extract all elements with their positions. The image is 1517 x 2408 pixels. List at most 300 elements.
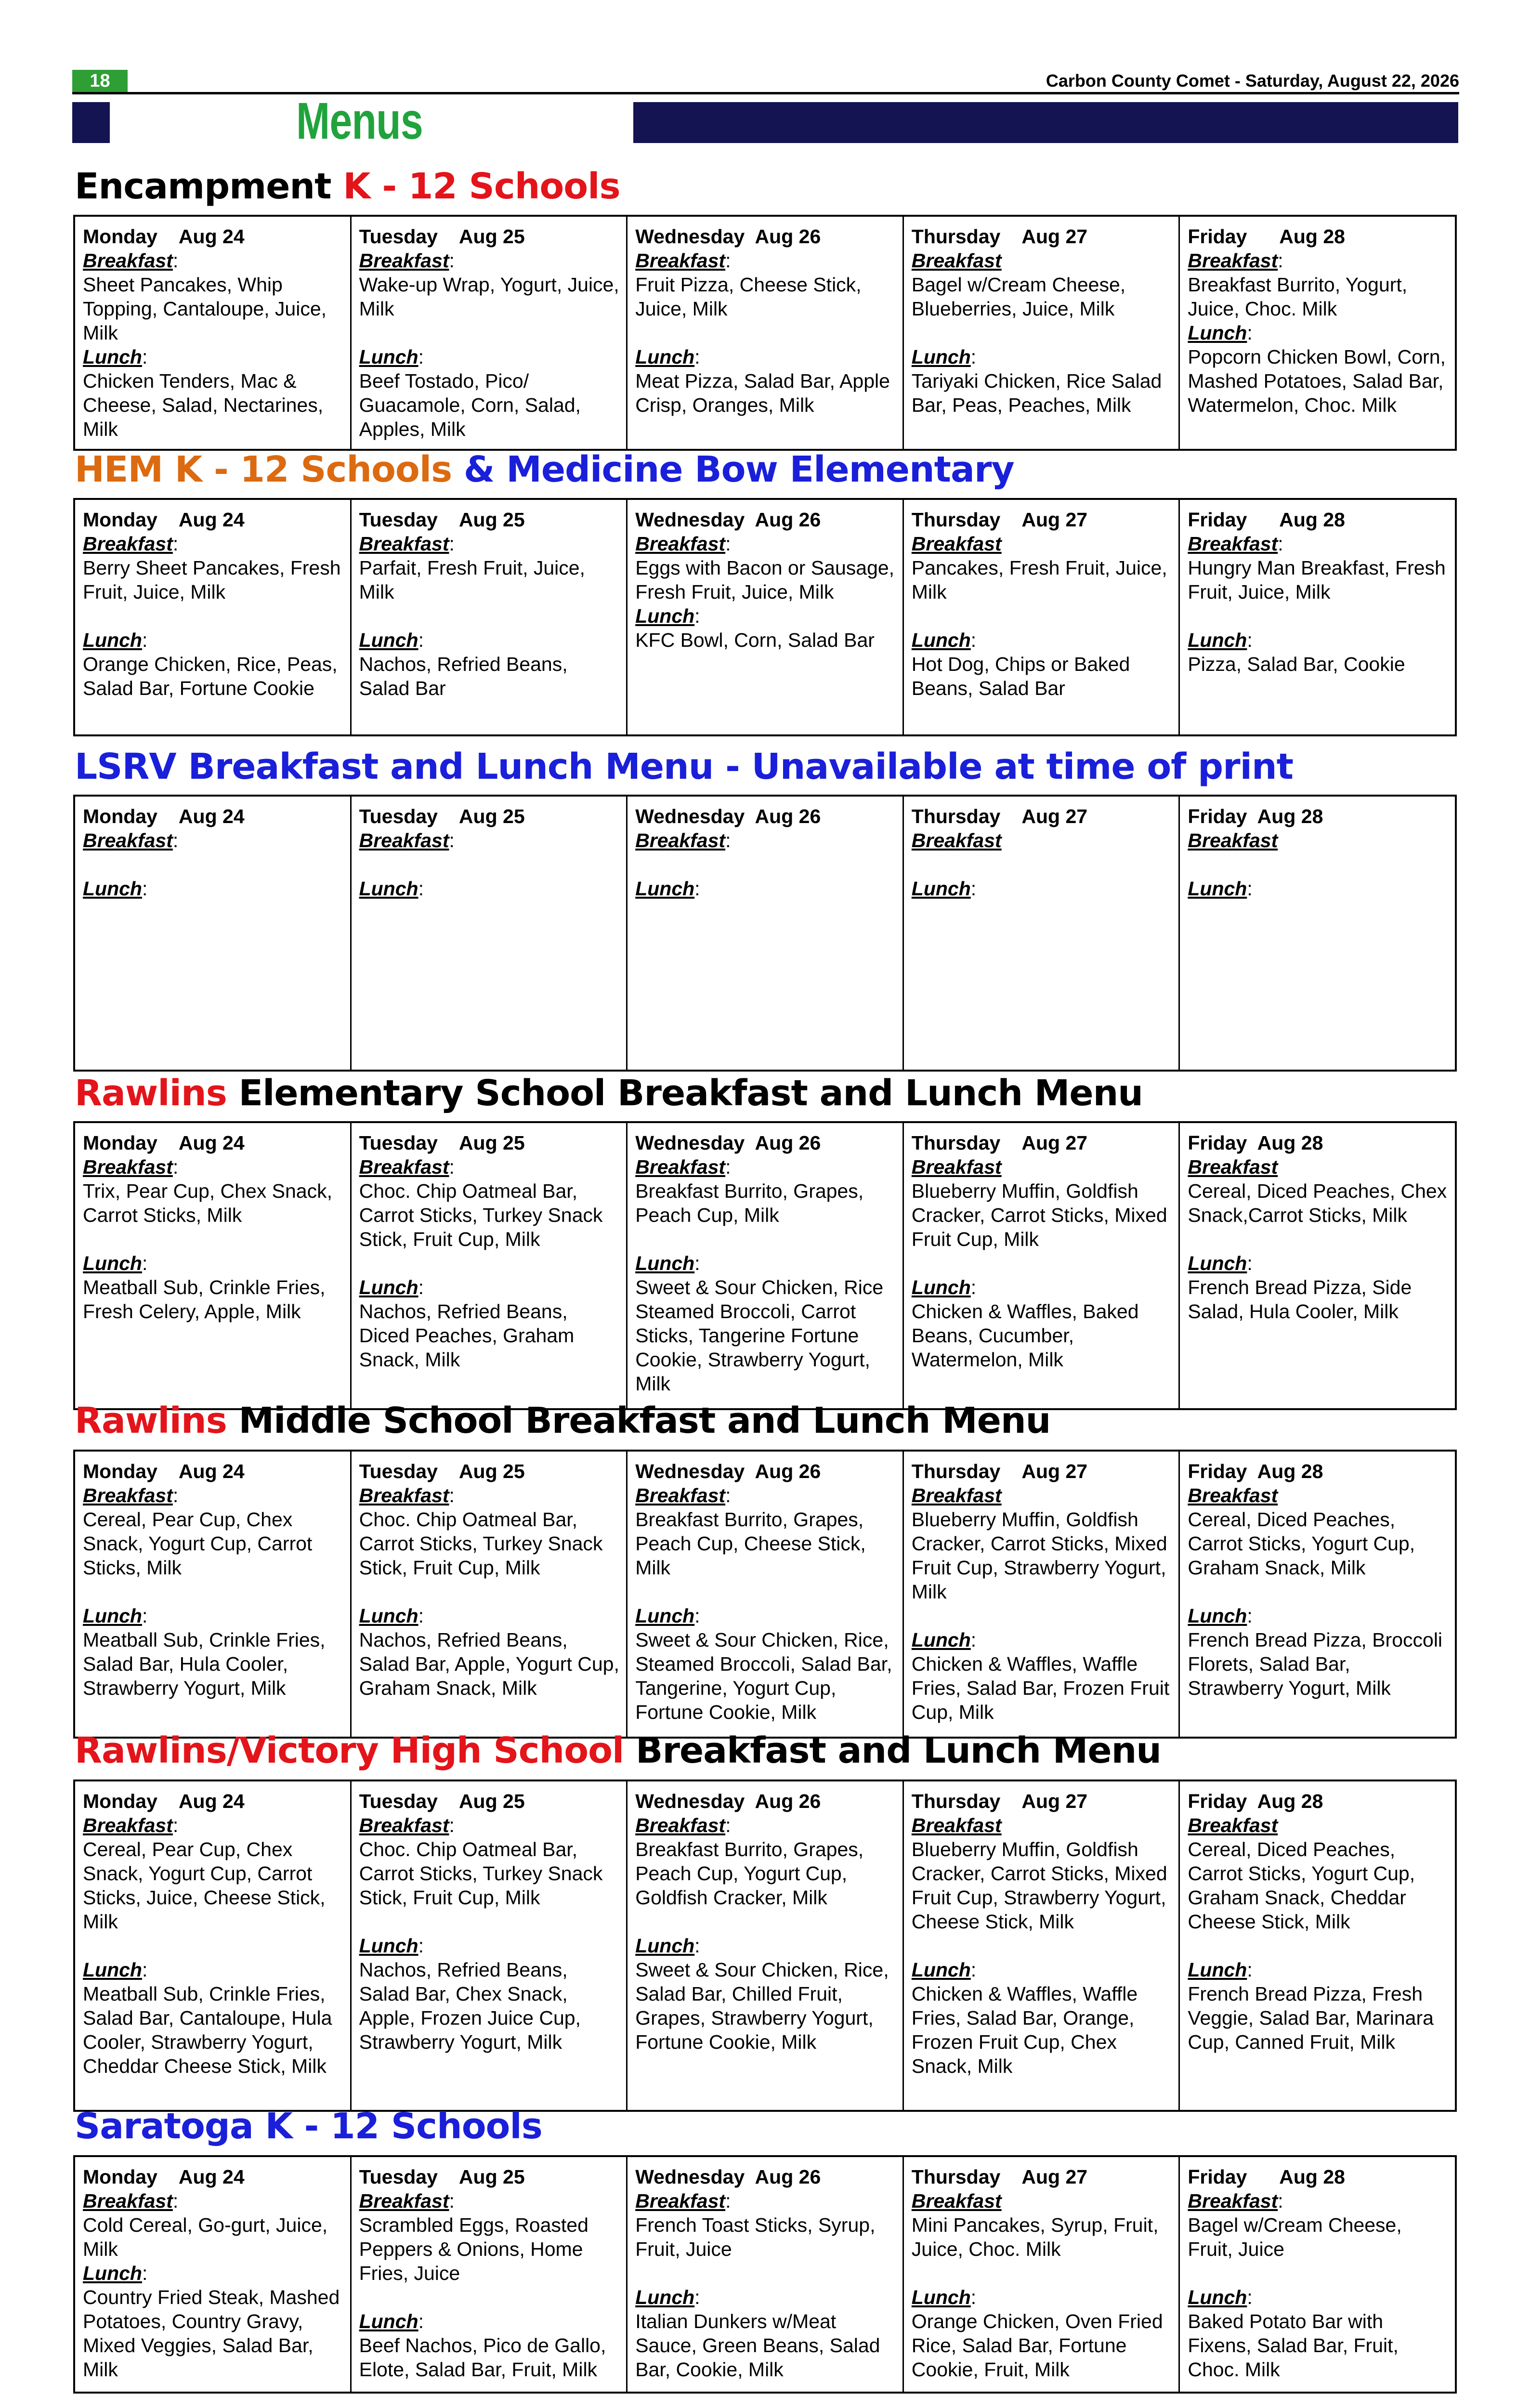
breakfast-label: Breakfast: [83, 1484, 173, 1506]
lunch-colon: :: [142, 1252, 148, 1274]
lunch-colon: :: [1247, 629, 1253, 651]
day-heading: Monday Aug 24: [83, 805, 245, 827]
lunch-label: Lunch: [635, 605, 695, 627]
lunch-items: Baked Potato Bar with Fixens, Salad Bar, Fruit, Choc. Milk: [1188, 2310, 1399, 2381]
day-column: [628, 1452, 904, 1737]
lunch-items: Hot Dog, Chips or Baked Beans, Salad Bar: [911, 653, 1130, 699]
day-heading: Monday Aug 24: [83, 1132, 245, 1154]
breakfast-items: Cereal, Diced Peaches, Carrot Sticks, Yogurt Cup, Graham Snack, Cheddar Cheese Stick, Milk: [1188, 1838, 1415, 1933]
lunch-label: Lunch: [635, 877, 695, 900]
lunch-label-line: [83, 2261, 343, 2285]
day-column: [352, 1452, 628, 1737]
day-heading: Friday Aug 28: [1188, 1460, 1323, 1482]
breakfast-label-line: [912, 249, 1172, 273]
lunch-items: Nachos, Refried Beans, Diced Peaches, Graham Snack, Milk: [359, 1300, 575, 1371]
lunch-label-line: [83, 877, 343, 901]
lunch-colon: :: [142, 877, 148, 900]
spacer: [635, 1910, 896, 1934]
breakfast-colon: :: [725, 249, 731, 272]
breakfast-colon: :: [1278, 249, 1283, 272]
breakfast-label: Breakfast: [359, 1484, 449, 1506]
lunch-items: KFC Bowl, Corn, Salad Bar: [635, 629, 875, 651]
lunch-items: Meatball Sub, Crinkle Fries, Fresh Celery, Apple, Milk: [83, 1276, 326, 1322]
section-title-part: K - 12 Schools: [343, 166, 620, 207]
menu-grid: [73, 1121, 1457, 1410]
breakfast-label: Breakfast: [359, 1156, 449, 1178]
day-heading: Friday Aug 28: [1188, 1790, 1323, 1812]
spacer: [912, 321, 1172, 345]
lunch-items: Sweet & Sour Chicken, Rice Steamed Broccoli, Carrot Sticks, Tangerine Fortune Cookie, Strawberry Yogurt, Milk: [635, 1276, 884, 1395]
breakfast-label-line: [359, 1813, 620, 1837]
spacer: [359, 1910, 620, 1934]
breakfast-label: Breakfast: [1188, 2190, 1278, 2212]
day-heading: Monday Aug 24: [83, 225, 245, 248]
lunch-label: Lunch: [359, 629, 418, 651]
spacer: [359, 604, 620, 628]
lunch-items: French Bread Pizza, Side Salad, Hula Cooler, Milk: [1188, 1276, 1412, 1322]
day-column: [1180, 2157, 1455, 2392]
breakfast-label-line: [635, 1483, 896, 1507]
spacer: [83, 852, 343, 877]
breakfast-items: Blueberry Muffin, Goldfish Cracker, Carrot Sticks, Mixed Fruit Cup, Strawberry Yogurt, Milk: [911, 1508, 1167, 1603]
breakfast-items: Fruit Pizza, Cheese Stick, Juice, Milk: [635, 274, 862, 320]
lunch-colon: :: [142, 1605, 148, 1627]
day-heading: Friday Aug 28: [1188, 225, 1345, 248]
breakfast-items: Cereal, Diced Peaches, Chex Snack,Carrot Sticks, Milk: [1188, 1180, 1447, 1226]
day-column: [904, 1452, 1180, 1737]
day-heading: Tuesday Aug 25: [359, 509, 525, 531]
day-heading: Tuesday Aug 25: [359, 225, 525, 248]
lunch-label: Lunch: [635, 1605, 695, 1627]
breakfast-label-line: [1188, 1813, 1448, 1837]
day-heading: Monday Aug 24: [83, 1790, 245, 1812]
breakfast-label-line: [1188, 2189, 1448, 2213]
publication-line: Carbon County Comet - Saturday, August 22, 2026: [1046, 71, 1459, 91]
breakfast-colon: :: [449, 249, 455, 272]
lunch-colon: :: [970, 2286, 977, 2308]
day-heading: Thursday Aug 27: [911, 225, 1088, 248]
breakfast-colon: :: [172, 1484, 179, 1506]
breakfast-items: Parfait, Fresh Fruit, Juice, Milk: [359, 557, 585, 603]
breakfast-items: Bagel w/Cream Cheese, Fruit, Juice: [1188, 2214, 1402, 2260]
lunch-label: Lunch: [359, 1276, 418, 1298]
lunch-label-line: [912, 2285, 1172, 2309]
lunch-label-line: [635, 877, 896, 901]
breakfast-label: Breakfast: [1188, 1156, 1278, 1178]
day-heading: Wednesday Aug 26: [635, 1790, 821, 1812]
breakfast-items: Pancakes, Fresh Fruit, Juice, Milk: [911, 557, 1167, 603]
breakfast-colon: :: [172, 1814, 179, 1836]
menu-grid: [73, 795, 1457, 1072]
breakfast-items: French Toast Sticks, Syrup, Fruit, Juice: [635, 2214, 876, 2260]
spacer: [912, 2261, 1172, 2285]
breakfast-label-line: [912, 1813, 1172, 1837]
lunch-colon: :: [418, 346, 424, 368]
breakfast-colon: :: [1278, 2190, 1283, 2212]
lunch-label: Lunch: [83, 1252, 142, 1274]
lunch-label-line: [912, 1958, 1172, 1982]
breakfast-label: Breakfast: [911, 2190, 1002, 2212]
breakfast-label-line: [912, 532, 1172, 556]
day-column: [75, 2157, 352, 2392]
lunch-items: Tariyaki Chicken, Rice Salad Bar, Peas, Peaches, Milk: [911, 370, 1162, 416]
spacer: [912, 1251, 1172, 1275]
menu-grid: [73, 1780, 1457, 2112]
lunch-colon: :: [694, 605, 700, 627]
breakfast-label-line: [83, 1813, 343, 1837]
section-title: [75, 1399, 1050, 1442]
lunch-colon: :: [694, 346, 700, 368]
lunch-items: Sweet & Sour Chicken, Rice, Salad Bar, Chilled Fruit, Grapes, Strawberry Yogurt, Fortune Cookie, Milk: [635, 1959, 889, 2053]
lunch-items: Orange Chicken, Oven Fried Rice, Salad Bar, Fortune Cookie, Fruit, Milk: [911, 2310, 1163, 2381]
lunch-label: Lunch: [1188, 877, 1247, 900]
day-column: [352, 2157, 628, 2392]
day-heading: Thursday Aug 27: [911, 509, 1088, 531]
day-column: [628, 500, 904, 734]
lunch-label-line: [635, 604, 896, 628]
breakfast-colon: :: [449, 2190, 455, 2212]
page-header: [72, 70, 1459, 92]
spacer: [83, 1934, 343, 1958]
breakfast-label-line: [359, 828, 620, 852]
breakfast-label: Breakfast: [1188, 829, 1278, 851]
breakfast-label-line: [359, 532, 620, 556]
section-title: [75, 1729, 1161, 1772]
lunch-label: Lunch: [1188, 1959, 1247, 1981]
day-heading: Wednesday Aug 26: [635, 225, 821, 248]
breakfast-label-line: [635, 1155, 896, 1179]
menu-grid: [73, 1450, 1457, 1739]
day-column: [352, 1781, 628, 2110]
breakfast-label: Breakfast: [83, 829, 173, 851]
breakfast-items: Blueberry Muffin, Goldfish Cracker, Carrot Sticks, Mixed Fruit Cup, Strawberry Yogurt, Cheese Stick, Milk: [911, 1838, 1167, 1933]
section-title-part: Breakfast and Lunch Menu: [636, 1730, 1161, 1771]
lunch-items: Chicken & Waffles, Waffle Fries, Salad Bar, Frozen Fruit Cup, Milk: [911, 1653, 1170, 1723]
lunch-colon: :: [418, 877, 424, 900]
breakfast-label-line: [83, 249, 343, 273]
lunch-label: Lunch: [83, 1959, 142, 1981]
breakfast-label-line: [912, 1483, 1172, 1507]
lunch-label-line: [359, 1604, 620, 1628]
section-title-part: Saratoga K - 12 Schools: [75, 2106, 542, 2147]
spacer: [1188, 604, 1448, 628]
day-heading: Wednesday Aug 26: [635, 805, 821, 827]
breakfast-colon: :: [725, 2190, 731, 2212]
lunch-items: French Bread Pizza, Broccoli Florets, Salad Bar, Strawberry Yogurt, Milk: [1188, 1629, 1443, 1699]
day-heading: Tuesday Aug 25: [359, 1460, 525, 1482]
lunch-colon: :: [694, 2286, 700, 2308]
lunch-label: Lunch: [359, 2310, 418, 2332]
lunch-colon: :: [142, 346, 148, 368]
lunch-colon: :: [694, 877, 700, 900]
lunch-label-line: [1188, 877, 1448, 901]
day-heading: Monday Aug 24: [83, 509, 245, 531]
day-heading: Friday Aug 28: [1188, 509, 1345, 531]
breakfast-label-line: [83, 532, 343, 556]
spacer: [1188, 1934, 1448, 1958]
breakfast-label: Breakfast: [1188, 249, 1278, 272]
day-column: [628, 2157, 904, 2392]
breakfast-label: Breakfast: [1188, 533, 1278, 555]
breakfast-items: Mini Pancakes, Syrup, Fruit, Juice, Choc. Milk: [911, 2214, 1159, 2260]
breakfast-label-line: [912, 2189, 1172, 2213]
day-heading: Friday Aug 28: [1188, 1132, 1323, 1154]
day-column: [904, 217, 1180, 449]
lunch-items: Beef Tostado, Pico/ Guacamole, Corn, Salad, Apples, Milk: [359, 370, 581, 440]
lunch-label-line: [635, 345, 896, 369]
breakfast-label: Breakfast: [635, 1814, 726, 1836]
breakfast-label-line: [83, 1483, 343, 1507]
breakfast-label: Breakfast: [911, 533, 1002, 555]
breakfast-items: Breakfast Burrito, Grapes, Peach Cup, Yogurt Cup, Goldfish Cracker, Milk: [635, 1838, 864, 1909]
day-column: [75, 500, 352, 734]
lunch-label: Lunch: [83, 346, 142, 368]
lunch-label-line: [912, 345, 1172, 369]
lunch-items: Chicken & Waffles, Baked Beans, Cucumber, Watermelon, Milk: [911, 1300, 1139, 1371]
spacer: [912, 852, 1172, 877]
day-column: [75, 1123, 352, 1408]
day-heading: Tuesday Aug 25: [359, 1132, 525, 1154]
lunch-colon: :: [142, 629, 148, 651]
day-column: [1180, 1452, 1455, 1737]
breakfast-label-line: [1188, 1483, 1448, 1507]
page-title: Menus: [296, 92, 423, 150]
spacer: [359, 852, 620, 877]
breakfast-label: Breakfast: [635, 829, 726, 851]
day-column: [352, 797, 628, 1070]
breakfast-items: Choc. Chip Oatmeal Bar, Carrot Sticks, Turkey Snack Stick, Fruit Cup, Milk: [359, 1508, 603, 1579]
day-heading: Wednesday Aug 26: [635, 1460, 821, 1482]
day-heading: Thursday Aug 27: [911, 1460, 1088, 1482]
lunch-colon: :: [1247, 1605, 1253, 1627]
lunch-label: Lunch: [635, 2286, 695, 2308]
lunch-colon: :: [418, 1276, 424, 1298]
day-heading: Tuesday Aug 25: [359, 2166, 525, 2188]
section-title-part: Rawlins/Victory High School: [75, 1730, 636, 1771]
breakfast-label-line: [1188, 249, 1448, 273]
section-title-part: Middle School Breakfast and Lunch Menu: [238, 1400, 1051, 1441]
breakfast-colon: :: [1278, 533, 1283, 555]
lunch-label: Lunch: [359, 1935, 418, 1957]
section-title-part: Rawlins: [75, 1073, 239, 1114]
lunch-label: Lunch: [83, 2262, 142, 2284]
lunch-items: Meatball Sub, Crinkle Fries, Salad Bar, Cantaloupe, Hula Cooler, Strawberry Yogurt, Cheddar Cheese Stick, Milk: [83, 1983, 332, 2077]
lunch-items: Nachos, Refried Beans, Salad Bar: [359, 653, 568, 699]
breakfast-label-line: [635, 249, 896, 273]
breakfast-label: Breakfast: [911, 829, 1002, 851]
spacer: [1188, 2261, 1448, 2285]
breakfast-label: Breakfast: [359, 1814, 449, 1836]
breakfast-label-line: [83, 1155, 343, 1179]
lunch-label-line: [359, 1275, 620, 1299]
breakfast-label: Breakfast: [359, 249, 449, 272]
spacer: [359, 2285, 620, 2309]
breakfast-colon: :: [725, 1484, 731, 1506]
lunch-colon: :: [694, 1605, 700, 1627]
lunch-label: Lunch: [83, 877, 142, 900]
day-column: [75, 1452, 352, 1737]
day-heading: Wednesday Aug 26: [635, 2166, 821, 2188]
menu-grid: [73, 215, 1457, 451]
breakfast-label: Breakfast: [635, 1484, 726, 1506]
breakfast-colon: :: [172, 249, 179, 272]
breakfast-label: Breakfast: [1188, 1814, 1278, 1836]
lunch-items: Meatball Sub, Crinkle Fries, Salad Bar, Hula Cooler, Strawberry Yogurt, Milk: [83, 1629, 326, 1699]
lunch-label: Lunch: [911, 877, 971, 900]
lunch-colon: :: [694, 1935, 700, 1957]
lunch-colon: :: [1247, 1959, 1253, 1981]
lunch-items: Chicken & Waffles, Waffle Fries, Salad Bar, Orange, Frozen Fruit Cup, Chex Snack, Milk: [911, 1983, 1138, 2077]
breakfast-items: Cereal, Diced Peaches, Carrot Sticks, Yogurt Cup, Graham Snack, Milk: [1188, 1508, 1415, 1579]
breakfast-label-line: [1188, 532, 1448, 556]
breakfast-label: Breakfast: [635, 2190, 726, 2212]
lunch-label-line: [1188, 1958, 1448, 1982]
header-bar: [633, 102, 1458, 143]
breakfast-items: Scrambled Eggs, Roasted Peppers & Onions, Home Fries, Juice: [359, 2214, 588, 2284]
breakfast-colon: :: [449, 1814, 455, 1836]
section-title-part: Encampment: [75, 166, 343, 207]
breakfast-items: Bagel w/Cream Cheese, Blueberries, Juice, Milk: [911, 274, 1126, 320]
breakfast-items: Cereal, Pear Cup, Chex Snack, Yogurt Cup, Carrot Sticks, Juice, Cheese Stick, Milk: [83, 1838, 326, 1933]
breakfast-colon: :: [449, 1484, 455, 1506]
day-column: [904, 797, 1180, 1070]
lunch-label-line: [635, 1934, 896, 1958]
breakfast-label-line: [359, 1483, 620, 1507]
breakfast-colon: :: [172, 829, 179, 851]
breakfast-colon: :: [172, 533, 179, 555]
section-title-part: Rawlins: [75, 1400, 239, 1441]
lunch-label: Lunch: [635, 1935, 695, 1957]
breakfast-label: Breakfast: [911, 249, 1002, 272]
lunch-items: Country Fried Steak, Mashed Potatoes, Country Gravy, Mixed Veggies, Salad Bar, Milk: [83, 2286, 340, 2381]
day-heading: Friday Aug 28: [1188, 805, 1323, 827]
section-title: [75, 165, 620, 208]
lunch-label: Lunch: [1188, 629, 1247, 651]
lunch-colon: :: [142, 1959, 148, 1981]
menu-grid: [73, 2155, 1457, 2394]
breakfast-items: Breakfast Burrito, Grapes, Peach Cup, Cheese Stick, Milk: [635, 1508, 866, 1579]
lunch-label: Lunch: [1188, 1605, 1247, 1627]
breakfast-label: Breakfast: [359, 829, 449, 851]
day-column: [628, 217, 904, 449]
spacer: [912, 604, 1172, 628]
day-heading: Thursday Aug 27: [911, 1790, 1088, 1812]
lunch-label: Lunch: [911, 1629, 971, 1651]
spacer: [359, 321, 620, 345]
section-title: [75, 745, 1293, 788]
day-column: [904, 1123, 1180, 1408]
lunch-items: Sweet & Sour Chicken, Rice, Steamed Broccoli, Salad Bar, Tangerine, Yogurt Cup, Fortune Cookie, Milk: [635, 1629, 892, 1723]
lunch-label-line: [83, 1251, 343, 1275]
lunch-label: Lunch: [1188, 2286, 1247, 2308]
breakfast-items: Wake-up Wrap, Yogurt, Juice, Milk: [359, 274, 619, 320]
breakfast-items: Choc. Chip Oatmeal Bar, Carrot Sticks, Turkey Snack Stick, Fruit Cup, Milk: [359, 1180, 603, 1250]
day-heading: Thursday Aug 27: [911, 2166, 1088, 2188]
lunch-items: Pizza, Salad Bar, Cookie: [1188, 653, 1405, 675]
lunch-label: Lunch: [359, 346, 418, 368]
section-title-part: HEM K - 12 Schools: [75, 449, 464, 490]
lunch-colon: :: [418, 2310, 424, 2332]
lunch-label: Lunch: [359, 1605, 418, 1627]
lunch-label-line: [359, 628, 620, 652]
lunch-label-line: [1188, 1604, 1448, 1628]
day-heading: Thursday Aug 27: [911, 1132, 1088, 1154]
lunch-label-line: [359, 877, 620, 901]
breakfast-items: Choc. Chip Oatmeal Bar, Carrot Sticks, Turkey Snack Stick, Fruit Cup, Milk: [359, 1838, 603, 1909]
spacer: [635, 2261, 896, 2285]
breakfast-label: Breakfast: [911, 1156, 1002, 1178]
spacer: [912, 1604, 1172, 1628]
breakfast-label: Breakfast: [83, 249, 173, 272]
breakfast-items: Berry Sheet Pancakes, Fresh Fruit, Juice, Milk: [83, 557, 341, 603]
lunch-label: Lunch: [911, 629, 971, 651]
breakfast-colon: :: [449, 533, 455, 555]
breakfast-label: Breakfast: [359, 533, 449, 555]
spacer: [359, 1251, 620, 1275]
lunch-label-line: [1188, 1251, 1448, 1275]
lunch-colon: :: [970, 1276, 977, 1298]
lunch-colon: :: [970, 1629, 977, 1651]
breakfast-items: Hungry Man Breakfast, Fresh Fruit, Juice, Milk: [1188, 557, 1446, 603]
breakfast-label-line: [635, 532, 896, 556]
breakfast-label: Breakfast: [1188, 1484, 1278, 1506]
section-title-part: Elementary School Breakfast and Lunch Menu: [238, 1073, 1143, 1114]
day-column: [352, 500, 628, 734]
lunch-items: Popcorn Chicken Bowl, Corn, Mashed Potatoes, Salad Bar, Watermelon, Choc. Milk: [1188, 346, 1446, 416]
breakfast-colon: :: [449, 829, 455, 851]
lunch-label-line: [912, 877, 1172, 901]
section-title: [75, 448, 1014, 491]
section-title: [75, 2105, 542, 2148]
lunch-label: Lunch: [83, 1605, 142, 1627]
breakfast-colon: :: [449, 1156, 455, 1178]
breakfast-label-line: [1188, 1155, 1448, 1179]
day-column: [352, 217, 628, 449]
breakfast-label-line: [359, 249, 620, 273]
lunch-colon: :: [418, 1605, 424, 1627]
breakfast-colon: :: [172, 1156, 179, 1178]
breakfast-label-line: [912, 828, 1172, 852]
lunch-label-line: [635, 1604, 896, 1628]
breakfast-label-line: [635, 1813, 896, 1837]
breakfast-items: Cereal, Pear Cup, Chex Snack, Yogurt Cup, Carrot Sticks, Milk: [83, 1508, 313, 1579]
day-heading: Wednesday Aug 26: [635, 1132, 821, 1154]
day-heading: Friday Aug 28: [1188, 2166, 1345, 2188]
spacer: [635, 321, 896, 345]
breakfast-label-line: [635, 828, 896, 852]
lunch-colon: :: [142, 2262, 148, 2284]
day-column: [904, 500, 1180, 734]
breakfast-label: Breakfast: [83, 1814, 173, 1836]
lunch-label-line: [1188, 321, 1448, 345]
day-column: [904, 2157, 1180, 2392]
lunch-items: Chicken Tenders, Mac & Cheese, Salad, Nectarines, Milk: [83, 370, 324, 440]
breakfast-colon: :: [725, 533, 731, 555]
day-column: [904, 1781, 1180, 2110]
day-column: [75, 217, 352, 449]
breakfast-items: Cold Cereal, Go-gurt, Juice, Milk: [83, 2214, 328, 2260]
spacer: [83, 604, 343, 628]
lunch-label: Lunch: [635, 346, 695, 368]
day-heading: Thursday Aug 27: [911, 805, 1088, 827]
lunch-items: Nachos, Refried Beans, Salad Bar, Apple, Yogurt Cup, Graham Snack, Milk: [359, 1629, 619, 1699]
lunch-label-line: [83, 1958, 343, 1982]
lunch-colon: :: [970, 346, 977, 368]
breakfast-label-line: [359, 2189, 620, 2213]
breakfast-label: Breakfast: [635, 249, 726, 272]
lunch-colon: :: [1247, 1252, 1253, 1274]
day-column: [75, 797, 352, 1070]
